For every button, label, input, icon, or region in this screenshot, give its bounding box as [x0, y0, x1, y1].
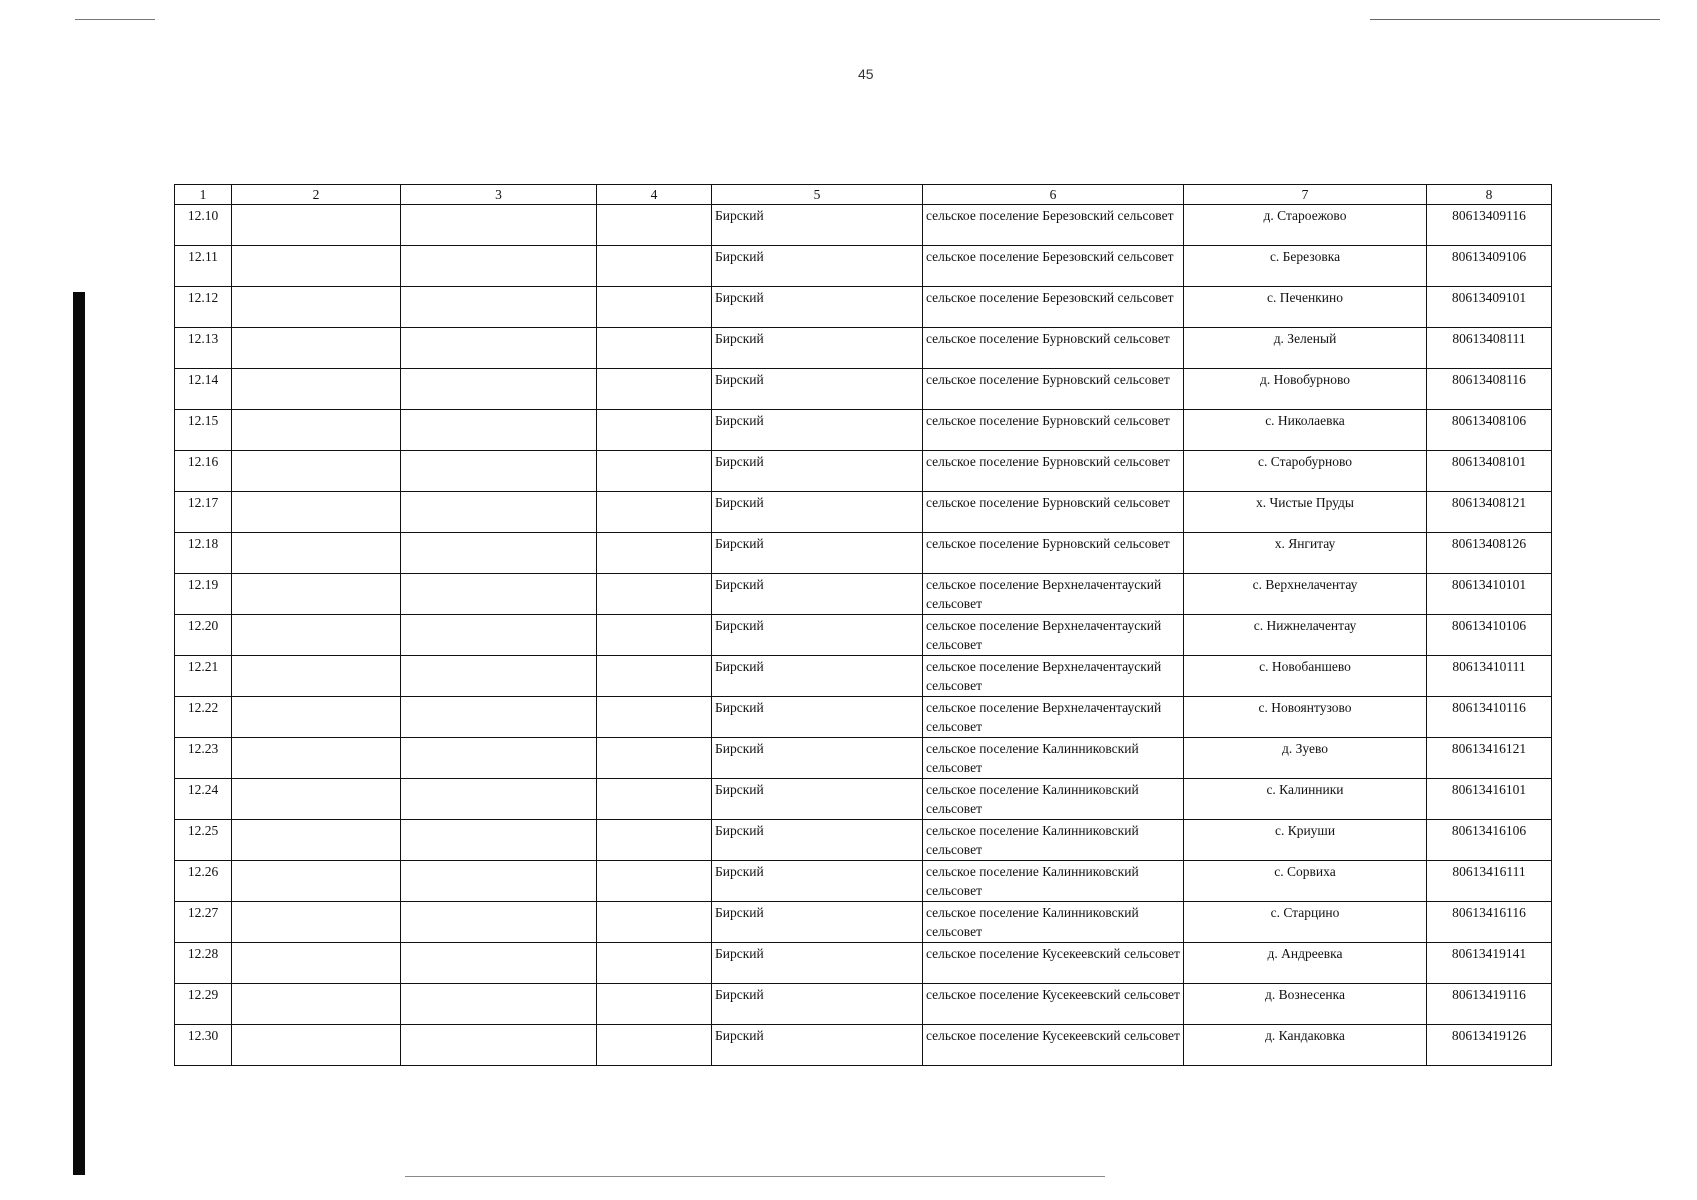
- top-rule-left: [75, 19, 155, 20]
- empty-cell-col3: [401, 410, 597, 451]
- oktmo-code-cell: 80613408126: [1427, 533, 1552, 574]
- empty-cell-col4: [597, 779, 712, 820]
- district-cell: Бирский: [712, 533, 923, 574]
- oktmo-code-cell: 80613409106: [1427, 246, 1552, 287]
- empty-cell-col3: [401, 984, 597, 1025]
- empty-cell-col2: [232, 451, 401, 492]
- district-cell: Бирский: [712, 492, 923, 533]
- empty-cell-col4: [597, 205, 712, 246]
- locality-cell: д. Кандаковка: [1184, 1025, 1427, 1066]
- empty-cell-col3: [401, 1025, 597, 1066]
- row-number-cell: 12.26: [175, 861, 232, 902]
- empty-cell-col2: [232, 943, 401, 984]
- locality-cell: х. Янгитау: [1184, 533, 1427, 574]
- empty-cell-col4: [597, 984, 712, 1025]
- district-cell: Бирский: [712, 451, 923, 492]
- row-number-cell: 12.18: [175, 533, 232, 574]
- settlement-cell: сельское поселение Березовский сельсовет: [923, 205, 1184, 246]
- row-number-cell: 12.11: [175, 246, 232, 287]
- table-row: [175, 533, 1552, 574]
- row-number-cell: 12.15: [175, 410, 232, 451]
- row-number-cell: 12.22: [175, 697, 232, 738]
- empty-cell-col3: [401, 205, 597, 246]
- locality-cell: с. Старобурново: [1184, 451, 1427, 492]
- table-row: [175, 615, 1552, 656]
- empty-cell-col2: [232, 328, 401, 369]
- empty-cell-col3: [401, 369, 597, 410]
- empty-cell-col4: [597, 656, 712, 697]
- empty-cell-col4: [597, 1025, 712, 1066]
- empty-cell-col4: [597, 369, 712, 410]
- row-number-cell: 12.17: [175, 492, 232, 533]
- district-cell: Бирский: [712, 984, 923, 1025]
- district-cell: Бирский: [712, 820, 923, 861]
- col-header-5: 5: [712, 185, 923, 205]
- scan-binding-edge: [73, 292, 85, 1175]
- settlement-cell: сельское поселение Бурновский сельсовет: [923, 533, 1184, 574]
- row-number-cell: 12.16: [175, 451, 232, 492]
- empty-cell-col4: [597, 738, 712, 779]
- header-row: [175, 185, 1552, 205]
- col-header-8: 8: [1427, 185, 1552, 205]
- table-row: [175, 738, 1552, 779]
- locality-cell: с. Криуши: [1184, 820, 1427, 861]
- table-row: [175, 205, 1552, 246]
- table-row: [175, 246, 1552, 287]
- row-number-cell: 12.20: [175, 615, 232, 656]
- locality-cell: д. Зуево: [1184, 738, 1427, 779]
- locality-cell: с. Новоянтузово: [1184, 697, 1427, 738]
- settlement-cell: сельское поселение Березовский сельсовет: [923, 287, 1184, 328]
- table-row: [175, 820, 1552, 861]
- locality-cell: с. Николаевка: [1184, 410, 1427, 451]
- oktmo-code-cell: 80613410111: [1427, 656, 1552, 697]
- row-number-cell: 12.23: [175, 738, 232, 779]
- empty-cell-col2: [232, 738, 401, 779]
- col-header-2: 2: [232, 185, 401, 205]
- row-number-cell: 12.27: [175, 902, 232, 943]
- empty-cell-col2: [232, 697, 401, 738]
- table-row: [175, 451, 1552, 492]
- empty-cell-col3: [401, 820, 597, 861]
- locality-cell: д. Андреевка: [1184, 943, 1427, 984]
- row-number-cell: 12.25: [175, 820, 232, 861]
- empty-cell-col4: [597, 574, 712, 615]
- oktmo-code-cell: 80613408106: [1427, 410, 1552, 451]
- oktmo-code-cell: 80613419126: [1427, 1025, 1552, 1066]
- row-number-cell: 12.28: [175, 943, 232, 984]
- empty-cell-col2: [232, 779, 401, 820]
- empty-cell-col4: [597, 246, 712, 287]
- district-cell: Бирский: [712, 1025, 923, 1066]
- settlements-table: [174, 184, 1552, 1066]
- locality-cell: д. Староежово: [1184, 205, 1427, 246]
- oktmo-code-cell: 80613409116: [1427, 205, 1552, 246]
- empty-cell-col3: [401, 287, 597, 328]
- locality-cell: д. Новобурново: [1184, 369, 1427, 410]
- table-row: [175, 287, 1552, 328]
- table-row: [175, 1025, 1552, 1066]
- settlement-cell: сельское поселение Калинниковский сельсовет: [923, 738, 1184, 779]
- empty-cell-col4: [597, 287, 712, 328]
- oktmo-code-cell: 80613408101: [1427, 451, 1552, 492]
- oktmo-code-cell: 80613408111: [1427, 328, 1552, 369]
- oktmo-code-cell: 80613410106: [1427, 615, 1552, 656]
- empty-cell-col4: [597, 820, 712, 861]
- oktmo-code-cell: 80613409101: [1427, 287, 1552, 328]
- empty-cell-col2: [232, 369, 401, 410]
- empty-cell-col4: [597, 328, 712, 369]
- empty-cell-col3: [401, 861, 597, 902]
- table-row: [175, 574, 1552, 615]
- locality-cell: д. Зеленый: [1184, 328, 1427, 369]
- settlement-cell: сельское поселение Бурновский сельсовет: [923, 328, 1184, 369]
- row-number-cell: 12.29: [175, 984, 232, 1025]
- district-cell: Бирский: [712, 738, 923, 779]
- empty-cell-col4: [597, 943, 712, 984]
- empty-cell-col3: [401, 697, 597, 738]
- empty-cell-col2: [232, 902, 401, 943]
- oktmo-code-cell: 80613416121: [1427, 738, 1552, 779]
- empty-cell-col2: [232, 205, 401, 246]
- district-cell: Бирский: [712, 205, 923, 246]
- row-number-cell: 12.19: [175, 574, 232, 615]
- empty-cell-col4: [597, 861, 712, 902]
- empty-cell-col2: [232, 492, 401, 533]
- empty-cell-col4: [597, 492, 712, 533]
- empty-cell-col3: [401, 451, 597, 492]
- locality-cell: с. Нижнелачентау: [1184, 615, 1427, 656]
- settlement-cell: сельское поселение Калинниковский сельсовет: [923, 861, 1184, 902]
- empty-cell-col3: [401, 492, 597, 533]
- district-cell: Бирский: [712, 656, 923, 697]
- empty-cell-col2: [232, 574, 401, 615]
- settlement-cell: сельское поселение Кусекеевский сельсовет: [923, 1025, 1184, 1066]
- locality-cell: д. Вознесенка: [1184, 984, 1427, 1025]
- table-row: [175, 943, 1552, 984]
- settlement-cell: сельское поселение Бурновский сельсовет: [923, 451, 1184, 492]
- table-row: [175, 328, 1552, 369]
- page-number: 45: [858, 66, 874, 82]
- empty-cell-col4: [597, 697, 712, 738]
- empty-cell-col2: [232, 246, 401, 287]
- empty-cell-col2: [232, 533, 401, 574]
- district-cell: Бирский: [712, 369, 923, 410]
- empty-cell-col4: [597, 902, 712, 943]
- oktmo-code-cell: 80613408116: [1427, 369, 1552, 410]
- empty-cell-col4: [597, 615, 712, 656]
- empty-cell-col3: [401, 943, 597, 984]
- empty-cell-col2: [232, 1025, 401, 1066]
- row-number-cell: 12.13: [175, 328, 232, 369]
- empty-cell-col3: [401, 656, 597, 697]
- district-cell: Бирский: [712, 287, 923, 328]
- settlement-cell: сельское поселение Бурновский сельсовет: [923, 369, 1184, 410]
- oktmo-code-cell: 80613416111: [1427, 861, 1552, 902]
- row-number-cell: 12.10: [175, 205, 232, 246]
- oktmo-code-cell: 80613408121: [1427, 492, 1552, 533]
- empty-cell-col2: [232, 820, 401, 861]
- empty-cell-col3: [401, 328, 597, 369]
- table-row: [175, 656, 1552, 697]
- district-cell: Бирский: [712, 943, 923, 984]
- empty-cell-col2: [232, 861, 401, 902]
- locality-cell: с. Верхнелачентау: [1184, 574, 1427, 615]
- district-cell: Бирский: [712, 697, 923, 738]
- district-cell: Бирский: [712, 861, 923, 902]
- settlement-cell: сельское поселение Калинниковский сельсовет: [923, 820, 1184, 861]
- col-header-4: 4: [597, 185, 712, 205]
- empty-cell-col2: [232, 984, 401, 1025]
- settlement-cell: сельское поселение Калинниковский сельсовет: [923, 779, 1184, 820]
- table-row: [175, 861, 1552, 902]
- oktmo-code-cell: 80613416116: [1427, 902, 1552, 943]
- settlement-cell: сельское поселение Верхнелачентауский сельсовет: [923, 574, 1184, 615]
- table-row: [175, 902, 1552, 943]
- locality-cell: с. Старцино: [1184, 902, 1427, 943]
- empty-cell-col2: [232, 615, 401, 656]
- settlement-cell: сельское поселение Бурновский сельсовет: [923, 492, 1184, 533]
- table-row: [175, 410, 1552, 451]
- locality-cell: с. Новобаншево: [1184, 656, 1427, 697]
- district-cell: Бирский: [712, 328, 923, 369]
- locality-cell: с. Калинники: [1184, 779, 1427, 820]
- empty-cell-col2: [232, 656, 401, 697]
- district-cell: Бирский: [712, 779, 923, 820]
- empty-cell-col3: [401, 246, 597, 287]
- table-row: [175, 492, 1552, 533]
- district-cell: Бирский: [712, 410, 923, 451]
- table-row: [175, 697, 1552, 738]
- oktmo-code-cell: 80613419116: [1427, 984, 1552, 1025]
- district-cell: Бирский: [712, 902, 923, 943]
- settlement-cell: сельское поселение Верхнелачентауский сельсовет: [923, 697, 1184, 738]
- top-rule-right: [1370, 19, 1660, 20]
- col-header-3: 3: [401, 185, 597, 205]
- settlement-cell: сельское поселение Верхнелачентауский сельсовет: [923, 656, 1184, 697]
- locality-cell: с. Березовка: [1184, 246, 1427, 287]
- oktmo-code-cell: 80613410116: [1427, 697, 1552, 738]
- col-header-1: 1: [175, 185, 232, 205]
- empty-cell-col3: [401, 533, 597, 574]
- district-cell: Бирский: [712, 246, 923, 287]
- bottom-rule: [405, 1176, 1105, 1177]
- settlement-cell: сельское поселение Верхнелачентауский сельсовет: [923, 615, 1184, 656]
- empty-cell-col4: [597, 533, 712, 574]
- settlement-cell: сельское поселение Калинниковский сельсовет: [923, 902, 1184, 943]
- empty-cell-col3: [401, 738, 597, 779]
- empty-cell-col4: [597, 410, 712, 451]
- locality-cell: с. Сорвиха: [1184, 861, 1427, 902]
- settlement-cell: сельское поселение Кусекеевский сельсовет: [923, 984, 1184, 1025]
- row-number-cell: 12.21: [175, 656, 232, 697]
- oktmo-code-cell: 80613419141: [1427, 943, 1552, 984]
- empty-cell-col3: [401, 574, 597, 615]
- locality-cell: х. Чистые Пруды: [1184, 492, 1427, 533]
- row-number-cell: 12.30: [175, 1025, 232, 1066]
- empty-cell-col3: [401, 902, 597, 943]
- col-header-6: 6: [923, 185, 1184, 205]
- empty-cell-col2: [232, 287, 401, 328]
- settlement-cell: сельское поселение Кусекеевский сельсовет: [923, 943, 1184, 984]
- empty-cell-col3: [401, 779, 597, 820]
- oktmo-code-cell: 80613410101: [1427, 574, 1552, 615]
- district-cell: Бирский: [712, 615, 923, 656]
- row-number-cell: 12.12: [175, 287, 232, 328]
- empty-cell-col4: [597, 451, 712, 492]
- empty-cell-col2: [232, 410, 401, 451]
- district-cell: Бирский: [712, 574, 923, 615]
- table-row: [175, 779, 1552, 820]
- locality-cell: с. Печенкино: [1184, 287, 1427, 328]
- row-number-cell: 12.24: [175, 779, 232, 820]
- col-header-7: 7: [1184, 185, 1427, 205]
- table-row: [175, 369, 1552, 410]
- table-row: [175, 984, 1552, 1025]
- empty-cell-col3: [401, 615, 597, 656]
- row-number-cell: 12.14: [175, 369, 232, 410]
- settlement-cell: сельское поселение Березовский сельсовет: [923, 246, 1184, 287]
- oktmo-code-cell: 80613416106: [1427, 820, 1552, 861]
- oktmo-code-cell: 80613416101: [1427, 779, 1552, 820]
- settlement-cell: сельское поселение Бурновский сельсовет: [923, 410, 1184, 451]
